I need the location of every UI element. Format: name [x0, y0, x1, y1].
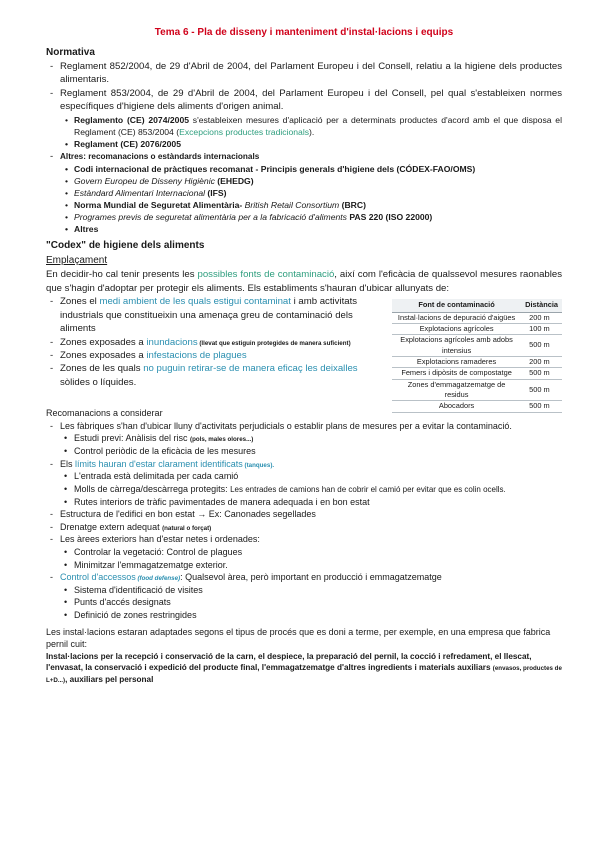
rec-sub-text: Molls de càrrega/descàrrega protegits:	[74, 483, 231, 494]
codex-heading: "Codex" de higiene dels aliments	[46, 240, 205, 252]
list-item	[60, 432, 562, 445]
table-row	[392, 368, 562, 379]
zone-highlight: medi ambient de les quals estigui contaminat	[99, 296, 291, 308]
zone-text: Zones de les quals	[60, 363, 144, 375]
normativa-list	[46, 60, 562, 235]
distance-table	[392, 299, 562, 413]
list-item: • Rutes interiors de tràfic pavimentades de manera adequada i en bon estat	[60, 496, 562, 509]
recomanacions-heading: Recomanacions a considerar	[46, 408, 163, 419]
zone-text: Zones exposades a	[60, 336, 147, 348]
zone-highlight: infestacions de plagues	[146, 349, 247, 361]
rec-note: (natural o forçat)	[162, 524, 212, 532]
reg2074-text: s'estableixen mesures d'aplicació per a determinats productes d'acord amb el que disposa el Reglament (CE) 853/2004 (	[74, 114, 562, 137]
list-item	[46, 420, 562, 458]
ifs-code: (IFS)	[205, 188, 227, 199]
ehedg-code: (EHEDG)	[214, 176, 254, 187]
list-item	[60, 483, 562, 496]
ifs-name: Estàndard Alimentari Internacional	[74, 188, 206, 199]
table-row	[392, 379, 562, 401]
list-item: • Altres	[60, 223, 562, 235]
column-header: Distància	[521, 299, 562, 312]
emplacament-intro	[46, 268, 562, 295]
rec-sublist	[60, 584, 562, 622]
rec-sub-text: Estudi previ: Anàlisis del risc	[74, 433, 191, 444]
zone-text: Zones el	[60, 296, 100, 308]
list-item	[60, 211, 562, 223]
table-cell: 200 m	[521, 312, 562, 323]
list-item	[46, 150, 562, 236]
intro-text-2: , així com l'eficàcia de qualssevol mesures raonables que s'hagin d'adoptar per protegir els aliments. Els establiments s'hauran d'ubicar allunyats de:	[46, 269, 562, 294]
table-cell: Explotacions agrícoles amb adobs intensius	[392, 335, 521, 357]
rec-sublist	[60, 432, 562, 457]
table-row	[392, 335, 562, 357]
list-item: • Codi internacional de pràctiques recomanat - Principis generals d'higiene dels (CÓDEX-FAO/OMS)	[60, 163, 562, 175]
brc-name: Norma Mundial de Seguretat Alimentària-	[74, 200, 245, 211]
brc-code: (BRC)	[339, 200, 366, 211]
location-section	[46, 295, 562, 411]
ehedg-name: Govern Europeu de Disseny Higiènic	[74, 176, 215, 187]
rec-text: Les fàbriques s'han d'ubicar lluny d'activitats perjudicials o establir plans de mesures per a evitar la contaminació.	[60, 420, 512, 431]
closing-text-end: , auxiliars pel personal	[65, 674, 154, 684]
list-item	[60, 114, 562, 138]
zone-text: i amb activitats industrials que constitueixin una amenaça greu de contaminació dels aliments	[60, 296, 358, 335]
list-item	[46, 533, 562, 571]
column-header: Font de contaminació	[392, 299, 521, 312]
closing-paragraph: Les instal·lacions estaran adaptades segons el tipus de procés que es doni a terme, per exemple, en una empresa que fabrica pernil cuit:	[46, 626, 551, 650]
recomanacions-list	[46, 420, 562, 622]
rec-note: (food defense)	[135, 575, 181, 583]
intro-text: En decidir-ho cal tenir presents les	[46, 269, 198, 281]
contamination-sources: possibles fonts de contaminació	[197, 269, 335, 281]
rec-sub-detail: Les entrades de camions han de cobrir el camió per evitar que es colin ocells.	[230, 484, 506, 494]
page-title: Tema 6 - Pla de disseny i manteniment d'instal·lacions i equips	[154, 27, 454, 38]
zone-note: (llevat que estiguin protegides de manera suficient)	[197, 339, 351, 347]
table-row	[392, 312, 562, 323]
rec-highlight: límits hauran d'estar clarament identificats	[75, 458, 243, 469]
table-row	[392, 323, 562, 334]
altres-sublist	[60, 163, 562, 235]
zone-highlight: no puguin retirar-se de manera eficaç les deixalles	[143, 363, 358, 375]
list-item	[60, 175, 562, 187]
rec-text: Les àrees exteriors han d'estar netes i ordenades:	[60, 534, 260, 545]
brc-org: British Retail Consortium	[244, 200, 340, 211]
rec-sublist	[60, 470, 562, 508]
list-item: • Control periòdic de la eficàcia de les mesures	[60, 445, 562, 458]
list-item	[60, 199, 562, 211]
rec-note: (pols, males olores...)	[190, 436, 254, 444]
rec-text: : Qualsevol àrea, però important en producció i emmagatzematge	[180, 572, 442, 583]
rec-text: Drenatge extern adequat	[60, 521, 163, 532]
list-item: - Estructura de l'edifici en bon estat → Ex: Canonades segellades	[46, 508, 562, 521]
closing-detail	[46, 651, 562, 686]
list-item	[46, 521, 562, 534]
emplacament-heading: Emplaçament	[46, 255, 108, 267]
zones-list	[46, 295, 372, 389]
altres-heading: Altres: recomanacions o estàndards internacionals	[60, 151, 260, 161]
list-item	[46, 362, 372, 389]
zone-text: Zones exposades a	[60, 349, 147, 361]
rec-text: Els	[60, 458, 76, 469]
list-item	[46, 349, 372, 362]
list-item: • Reglament (CE) 2076/2005	[60, 138, 562, 150]
rec-highlight: Control d'accessos	[60, 572, 136, 583]
list-item: • Controlar la vegetació: Control de plagues	[60, 546, 562, 559]
table-cell: Femers i dipòsits de compostatge	[392, 368, 521, 379]
reg853-text: Reglament 853/2004, de 29 d'Abril de 2004, del Parlament Europeu i del Consell, pel qual s'estableixen normes específiques d'higiene dels aliments d'origen animal.	[60, 87, 562, 113]
rec-note: (tanques).	[242, 461, 275, 469]
table-cell: 200 m	[521, 357, 562, 368]
rec-sublist	[60, 546, 562, 571]
table-cell: Explotacions ramaderes	[392, 357, 521, 368]
table-cell: Explotacions agrícoles	[392, 323, 521, 334]
table-cell: 500 m	[521, 335, 562, 357]
list-item: • Sistema d'identificació de visites	[60, 584, 562, 597]
closing-text: Instal·lacions per la recepció i conservació de la carn, el despiece, la preparació del pernil, la cocció i refredament, el llescat, l'envasat, la conservació i expedició del producte final, l'emmagatzematge d'altres ingredients i materials auxiliars	[46, 651, 532, 673]
exceptions-link: Excepcions productes tradicionals	[179, 126, 310, 137]
list-item: • Minimitzar l'emmagatzematge exterior.	[60, 559, 562, 572]
list-item: • L'entrada està delimitada per cada camió	[60, 470, 562, 483]
list-item: • Punts d'accés designats	[60, 596, 562, 609]
table-row	[392, 401, 562, 412]
pas-name: Programes previs de seguretat alimentària per a la fabricació d'aliments	[74, 212, 347, 223]
reg853-sublist	[60, 114, 562, 150]
table-cell: 500 m	[521, 368, 562, 379]
closing-note: (envasos, productes de L+D...)	[46, 665, 562, 684]
reg2074-end: ).	[309, 126, 315, 137]
table-row	[392, 357, 562, 368]
table-cell: Zones d'emmagatzematge de residus	[392, 379, 521, 401]
list-item	[46, 295, 372, 335]
reg2074-label: Reglamento (CE) 2074/2005	[74, 114, 189, 125]
list-item	[46, 571, 562, 621]
list-item	[60, 187, 562, 199]
table-cell: 100 m	[521, 323, 562, 334]
table-cell: Instal·lacions de depuració d'aigües	[392, 312, 521, 323]
list-item: - Reglament 852/2004, de 29 d'Abril de 2004, del Parlament Europeu i del Consell, relatiu a la higiene dels productes alimentaris.	[46, 60, 562, 87]
list-item	[46, 336, 372, 349]
zone-highlight: inundacions	[146, 336, 198, 348]
list-item: • Definició de zones restringides	[60, 609, 562, 622]
zone-text: sòlides o líquides.	[60, 376, 137, 388]
list-item	[46, 87, 562, 150]
table-header-row	[392, 299, 562, 312]
table-cell: 500 m	[521, 379, 562, 401]
table-cell: 500 m	[521, 401, 562, 412]
list-item	[46, 458, 562, 508]
pas-code: PAS 220 (ISO 22000)	[346, 212, 433, 223]
normativa-heading: Normativa	[46, 47, 95, 58]
table-cell: Abocadors	[392, 401, 521, 412]
